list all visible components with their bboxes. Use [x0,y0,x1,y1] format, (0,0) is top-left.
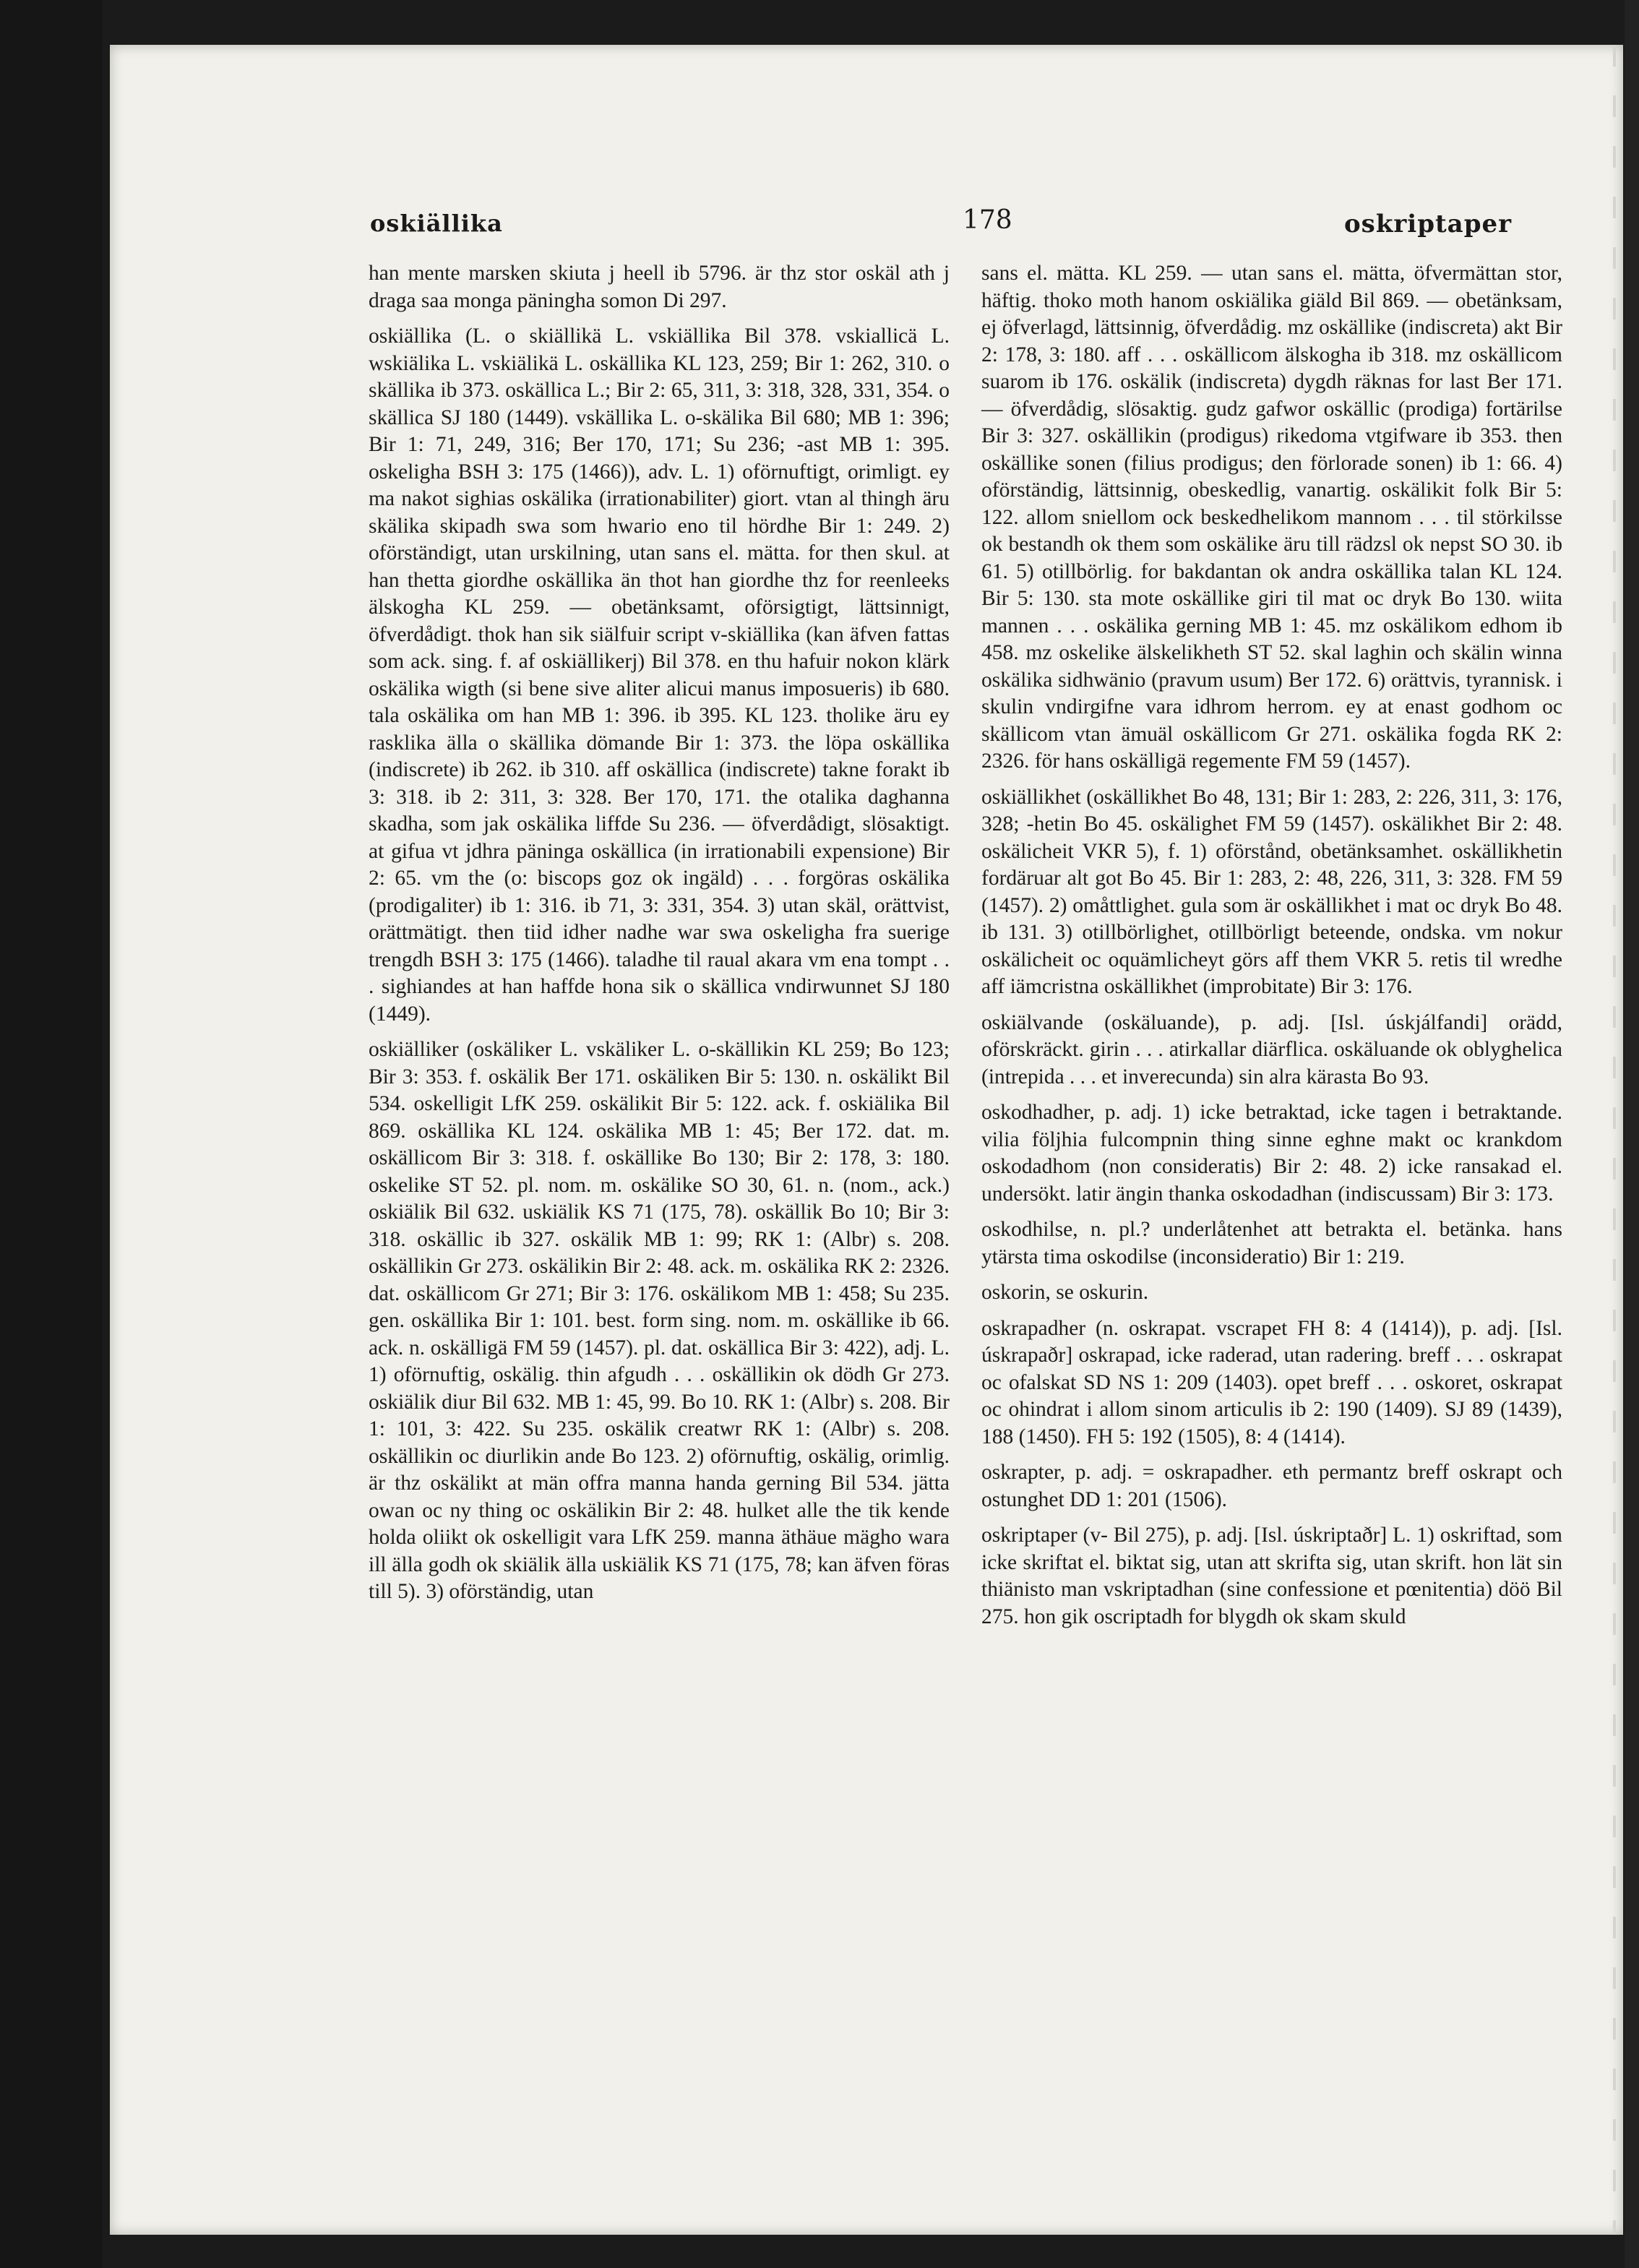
scan-border-left [0,0,103,2268]
dictionary-page [110,45,1623,2235]
entry-oskialliker-continued: sans el. mätta. KL 259. — utan sans el. mätta, öfvermättan stor, häftig. thoko moth hanom oskiälika giäld Bil 869. — obetänksam, ej öfverlagd, lättsinnig, öfverdådig. mz oskällike (indiscreta) akt Bir 2: 178, 3: 180. aff . . . oskällicom älskogha ib 318. mz oskällicom suarom ib 176. oskälik (indiscreta) dygdh räknas for last Ber 171. — öfverdådig, slösaktig. gudz gafwor oskällic (prodiga) fortärilse Bir 3: 327. oskällikin (prodigus) rikedoma vtgifware ib 353. then oskällike sonen (filius prodigus; den förlorade sonen) ib 1: 66. 4) oförständig, lättsinnig, obeskedlig, vanartig. oskälikit folk Bir 5: 122. allom sniellom ock beskedhelikom mannom . . . til störkilsse ok bestandh ok them som oskälike äru till rädzsl ok nepst SO 30. ib 61. 5) otillbörlig. for bakdantan ok andra oskällika talan KL 124. Bir 5: 130. sta mote oskällike giri til mat oc dryk Bo 130. wiita mannen . . . oskälika gerning MB 1: 45. mz oskälikom edhom ib 458. mz oskelike älskelikheth ST 52. skal laghin och skälin winna oskälika sidhwänio (pravum usum) Ber 172. 6) orättvis, tyrannisk. i skulin vndirgifne vara idhrom herrom. ey at enast godhom oc skällicom vtan ämuäl oskällicom Gr 271. oskälika fogda RK 2: 2326. för hans oskälligä regemente FM 59 (1457). [981,262,1562,773]
running-head-right: oskriptaper [1344,210,1513,239]
running-head-left: oskiällika [370,210,503,237]
entry-oskrapter: oskrapter, p. adj. = oskrapadher. eth permantz breff oskrapt och ostunghet DD 1: 201 (1506). [981,1461,1562,1511]
entry-continuation: han mente marsken skiuta j heell ib 5796. är thz stor oskäl ath j draga saa monga päningha somon Di 297. [369,262,950,312]
page-edge-marks [1613,45,1616,2235]
entry-oskialvande: oskiälvande (oskäluande), p. adj. [Isl. úskjálfandi] orädd, oförskräckt. girin . . . atirkallar diärflica. oskäluande ok oblyghelica (intrepida . . . et inverecunda) sin alra kärasta Bo 93. [981,1010,1562,1088]
entry-oskorin: oskorin, se oskurin. [981,1281,1149,1304]
entry-oskrapadher: oskrapadher (n. oskrapat. vscrapet FH 8: 4 (1414)), p. adj. [Isl. úskrapaðr] oskrapad, icke raderad, utan radering. breff . . . oskrapat oc ofalskat SD NS 1: 209 (1403). opet breff . . . oskoret, oskrapat oc ohindrat i allom sinom articulis ib 2: 190 (1409). SJ 89 (1439), 188 (1450). FH 5: 192 (1505), 8: 4 (1414). [981,1316,1562,1448]
left-column [369,260,950,1607]
page-header [110,205,1623,253]
entry-oskodhadher: oskodhadher, p. adj. 1) icke betraktad, icke tagen i betraktande. vilia följhia fulcompnin thing sinne eghne makt oc krankdom oskodadhom (non consideratis) Bir 2: 48. 2) icke ransakad el. undersökt. latir ängin thanka oskodadhan (indiscussam) Bir 3: 173. [981,1101,1562,1206]
entry-oskiallika: oskiällika (L. o skiällikä L. vskiällika Bil 378. vskiallicä L. wskiälika L. vskiälikä L. oskällika KL 123, 259; Bir 1: 262, 310. o skällika ib 373. oskällica L.; Bir 2: 65, 311, 3: 318, 328, 331, 354. o skällica SJ 180 (1449). vskällika L. o-skälika Bil 680; MB 1: 396; Bir 1: 71, 249, 316; Ber 170, 171; Su 236; -ast MB 1: 395. oskeligha BSH 3: 175 (1466)), adv. L. 1) oförnuftigt, orimligt. ey ma nakot sighias oskälika (irrationabiliter) giort. vtan al thingh äru skälika skipadh swa som hwario eno til hördhe Bir 1: 249. 2) oförständigt, utan urskilning, utan sans el. mätta. for then skul. at han thetta giordhe oskällika än thot han giordhe thz for reenleeks älskogha KL 259. — obetänksamt, oförsigtigt, lättsinnigt, öfverdådigt. thok han sik siälfuir script v-skiällika (kan äfven fattas som ack. sing. f. af oskiällikerj) Bil 378. en thu hafuir nokon klärk oskälika wigth (si bene sive aliter alicui manus imposueris) ib 680. tala oskälika om han MB 1: 396. ib 395. KL 123. tholike äru ey rasklika älla o skällika dömande Bir 1: 373. the löpa oskällika (indiscrete) ib 262. ib 310. aff oskällica (indiscrete) takne forakt ib 3: 318. ib 2: 311, 3: 328. Ber 170, 171. the otalika daghanna skadha, som jak oskälika liffde Su 236. — öfverdådigt, slösaktigt. at gifua vt jdhra päninga oskällica (in irrationabili expensione) Bir 2: 65. vm the (o: biscops goz ok ingäld) . . . forgöras oskälika (prodigaliter) ib 1: 316. ib 71, 3: 331, 354. 3) utan skäl, orättvist, orättmätigt. then tiid idher nadhe war swa oskeligha fra suerige trengdh BSH 3: 175 (1466). taladhe til raual akara vm ena tompt . . . sighiandes at han haffde hona sik o skällica vndirwunnet SJ 180 (1449). [369,325,950,1026]
page-number: 178 [963,205,1012,235]
right-column [981,260,1562,1632]
entry-oskriptaper: oskriptaper (v- Bil 275), p. adj. [Isl. úskriptaðr] L. 1) oskriftad, som icke skriftat el. biktat sig, utan att skrifta sig, utan skrift. hon lät sin thiänisto man vskriptadhan (sine confessione et pœnitentia) döö Bil 275. hon gik oscriptadh for blygdh ok skam skuld [981,1524,1562,1628]
scan-border-right [1625,0,1639,2268]
entry-oskodhilse: oskodhilse, n. pl.? underlåtenhet att betrakta el. betänka. hans ytärsta tima oskodilse (inconsideratio) Bir 1: 219. [981,1218,1562,1268]
entry-oskialliker: oskiälliker (oskäliker L. vskäliker L. o-skällikin KL 259; Bo 123; Bir 3: 353. f. oskälik Ber 171. oskäliken Bir 5: 130. n. oskälikt Bil 534. oskelligit LfK 259. oskälikit Bir 5: 122. ack. f. oskiälika Bil 869. oskällika KL 124. oskälika MB 1: 45; Ber 172. dat. m. oskällicom Bir 3: 318. f. oskällike Bo 130; Bir 2: 178, 3: 180. oskelike ST 52. pl. nom. m. oskälike SO 30, 61. n. (nom., ack.) oskiälik Bil 632. uskiälik KS 71 (175, 78). oskällik Bo 10; Bir 3: 318. oskällic ib 327. oskälik MB 1: 99; RK 1: (Albr) s. 208. oskällikin Gr 273. oskälikin Bir 2: 48. ack. m. oskälika RK 2: 2326. dat. oskällicom Gr 271; Bir 3: 176. oskälikom MB 1: 458; Su 235. gen. oskällika Bir 1: 101. best. form sing. nom. m. oskällike ib 66. ack. n. oskälligä FM 59 (1457). pl. dat. oskällica Bir 3: 422), adj. L. 1) oförnuftig, oskälig. thin afgudh . . . oskällikin ok dödh Gr 273. oskiälik diur Bil 632. MB 1: 45, 99. Bo 10. RK 1: (Albr) s. 208. Bir 1: 101, 3: 422. Su 235. oskälik creatwr RK 1: (Albr) s. 208. oskällikin oc diurlikin ande Bo 123. 2) oförnuftig, oskälig, orimlig. är thz oskälikt at män offra manna handa gerning Bil 534. jätta owan oc ny thing oc oskälikin Bir 2: 48. hulket alle the tik kende holda oliikt ok oskelligit vara LfK 259. manna äthäue mägho wara ill älla godh ok skiälik älla uskiälik KS 71 (175, 78; kan äfven föras till 5). 3) oförständig, utan [369,1038,950,1603]
entry-oskiallikhet: oskiällikhet (oskällikhet Bo 48, 131; Bir 1: 283, 2: 226, 311, 3: 176, 328; -hetin Bo 45. oskälighet FM 59 (1457). oskälikhet Bir 2: 48. oskälicheit VKR 5), f. 1) oförstånd, obetänksamhet. oskällikhetin fordäruar alt got Bo 45. Bir 1: 283, 2: 48, 226, 311, 3: 328. FM 59 (1457). 2) omåttlighet. gula som är oskällikhet i mat oc dryk Bo 48. ib 131. 3) otillbörlighet, otillbörligt beteende, ondska. vm nokur oskälicheit oc oquämlicheyt görs aff them VKR 5. retis til wredhe aff iämcristna oskällikhet (improbitate) Bir 3: 176. [981,785,1562,998]
